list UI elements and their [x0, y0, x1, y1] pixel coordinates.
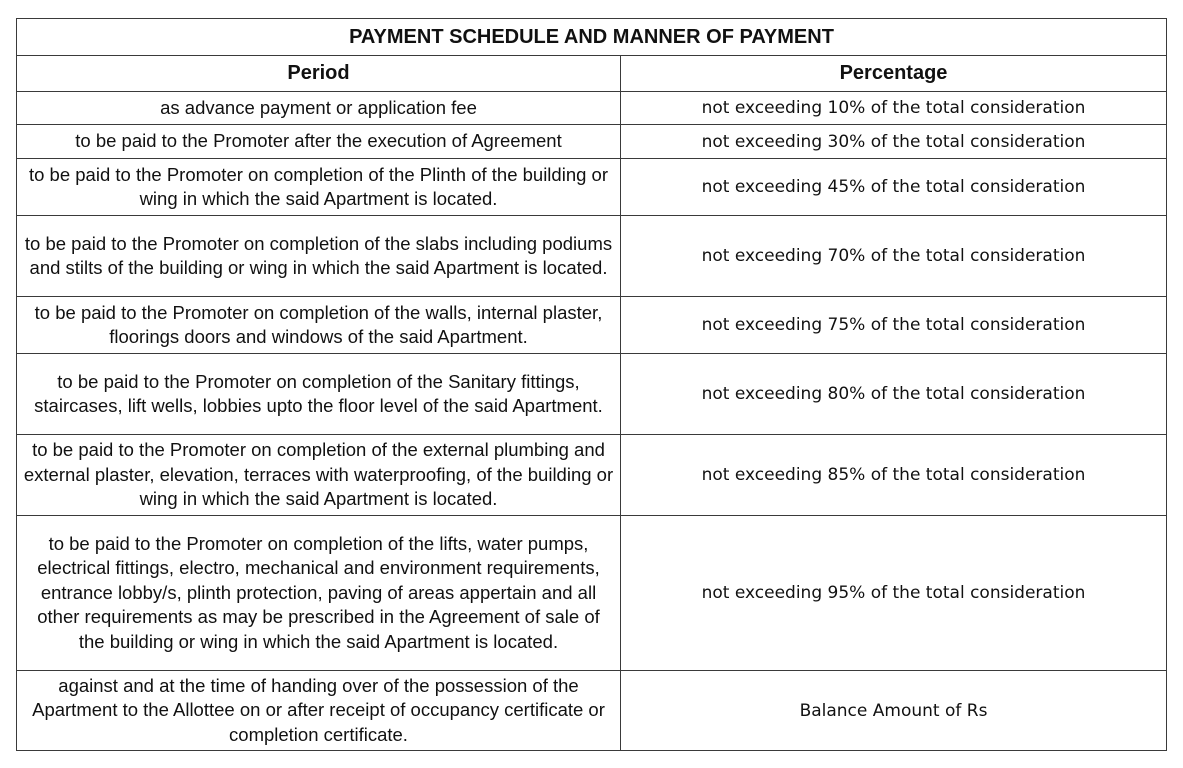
table-row [17, 671, 1167, 751]
percentage-cell: not exceeding 30% of the total consideration [621, 125, 1167, 159]
table-title: PAYMENT SCHEDULE AND MANNER OF PAYMENT [17, 19, 1167, 56]
percentage-cell: Balance Amount of Rs [621, 671, 1167, 751]
percentage-cell: not exceeding 70% of the total consideration [621, 216, 1167, 297]
title-row [17, 19, 1167, 56]
percentage-cell: not exceeding 10% of the total consideration [621, 92, 1167, 125]
period-cell: against and at the time of handing over of the possession of the Apartment to the Allottee on or after receipt of occupancy certificate or completion certificate. [17, 671, 621, 751]
period-cell: to be paid to the Promoter on completion of the Sanitary fittings, staircases, lift wells, lobbies upto the floor level of the said Apartment. [17, 354, 621, 435]
table-row [17, 216, 1167, 297]
header-row [17, 56, 1167, 92]
percentage-column-header: Percentage [621, 56, 1167, 92]
period-cell: to be paid to the Promoter on completion of the walls, internal plaster, floorings doors and windows of the said Apartment. [17, 297, 621, 354]
period-column-header: Period [17, 56, 621, 92]
percentage-cell: not exceeding 45% of the total consideration [621, 159, 1167, 216]
percentage-cell: not exceeding 95% of the total consideration [621, 516, 1167, 671]
period-cell: to be paid to the Promoter on completion of the lifts, water pumps, electrical fittings, electro, mechanical and environment requirements, entrance lobby/s, plinth protection, paving of areas appertain and all other requirements as may be prescribed in the Agreement of sale of the building or wing in which the said Apartment is located. [17, 516, 621, 671]
percentage-cell: not exceeding 85% of the total consideration [621, 435, 1167, 516]
period-cell: to be paid to the Promoter on completion of the Plinth of the building or wing in which the said Apartment is located. [17, 159, 621, 216]
period-cell: to be paid to the Promoter after the execution of Agreement [17, 125, 621, 159]
percentage-cell: not exceeding 75% of the total consideration [621, 297, 1167, 354]
table-row [17, 297, 1167, 354]
table-row [17, 125, 1167, 159]
percentage-cell: not exceeding 80% of the total consideration [621, 354, 1167, 435]
table-row [17, 159, 1167, 216]
period-cell: to be paid to the Promoter on completion of the external plumbing and external plaster, elevation, terraces with waterproofing, of the building or wing in which the said Apartment is located. [17, 435, 621, 516]
table-row [17, 435, 1167, 516]
period-cell: to be paid to the Promoter on completion of the slabs including podiums and stilts of the building or wing in which the said Apartment is located. [17, 216, 621, 297]
table-row [17, 354, 1167, 435]
period-cell: as advance payment or application fee [17, 92, 621, 125]
payment-schedule-table [16, 18, 1167, 751]
table-row [17, 516, 1167, 671]
table-row [17, 92, 1167, 125]
payment-schedule-document [16, 18, 1166, 751]
